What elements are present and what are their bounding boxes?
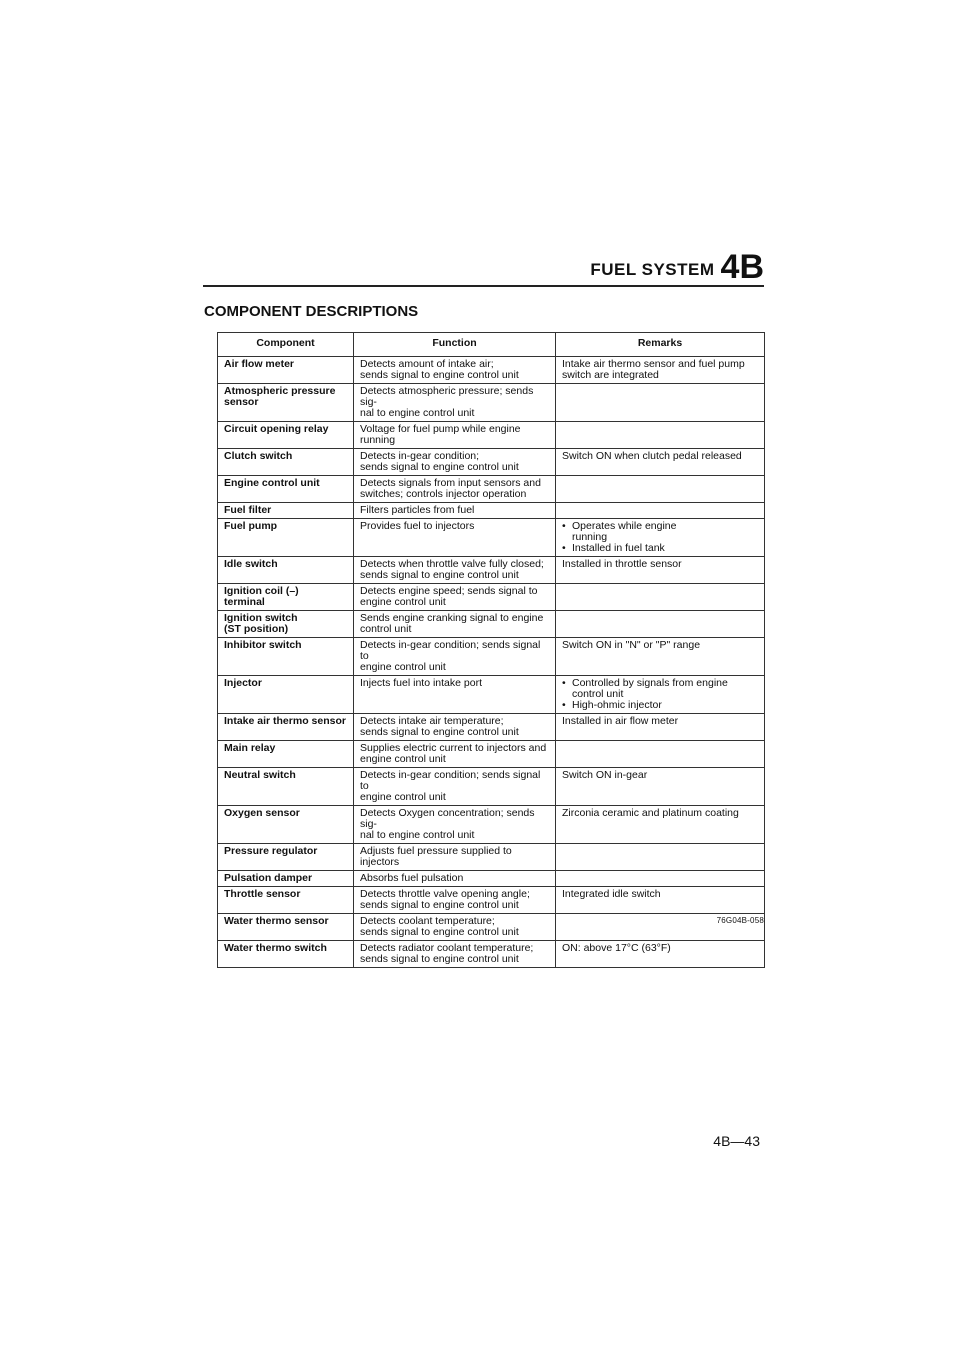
header-text [590, 248, 764, 287]
table-row [218, 741, 765, 768]
remark-text: Installed in throttle sensor [562, 558, 682, 570]
table-row [218, 844, 765, 871]
function-cell: Detects throttle valve opening angle; sends signal to engine control unit [354, 887, 556, 914]
page-number: 4B—43 [713, 1133, 760, 1149]
remark-item: • Operates while engine running [562, 521, 758, 543]
table-row [218, 806, 765, 844]
function-cell: Supplies electric current to injectors and engine control unit [354, 741, 556, 768]
remarks-list [562, 521, 758, 554]
table-row [218, 422, 765, 449]
remark-item: • High-ohmic injector [562, 700, 758, 711]
function-cell: Provides fuel to injectors [354, 519, 556, 557]
table-row [218, 887, 765, 914]
remark-item: • Controlled by signals from engine control unit [562, 678, 758, 700]
section-title: COMPONENT DESCRIPTIONS [204, 303, 419, 320]
table-row [218, 611, 765, 638]
function-cell: Detects signals from input sensors and switches; controls injector operation [354, 476, 556, 503]
component-name-cell: Fuel pump [218, 519, 354, 557]
figure-code: 76G04B-058 [716, 916, 764, 925]
table-row [218, 714, 765, 741]
table-row [218, 584, 765, 611]
remarks-cell [556, 871, 765, 887]
function-cell: Detects in-gear condition; sends signal to engine control unit [354, 638, 556, 676]
function-cell: Detects intake air temperature; sends signal to engine control unit [354, 714, 556, 741]
remark-text: Zirconia ceramic and platinum coating [562, 807, 739, 819]
function-cell: Absorbs fuel pulsation [354, 871, 556, 887]
component-name-cell: Engine control unit [218, 476, 354, 503]
remarks-cell [556, 714, 765, 741]
component-name-cell: Idle switch [218, 557, 354, 584]
header-rule [203, 285, 764, 287]
remarks-cell [556, 806, 765, 844]
remark-text: Switch ON when clutch pedal released [562, 450, 742, 462]
remark-text: Switch ON in "N" or "P" range [562, 639, 701, 651]
remarks-cell [556, 503, 765, 519]
component-name-cell: Ignition switch (ST position) [218, 611, 354, 638]
remarks-cell [556, 357, 765, 384]
function-cell: Filters particles from fuel [354, 503, 556, 519]
component-name-cell: Air flow meter [218, 357, 354, 384]
component-name-cell: Atmospheric pressure sensor [218, 384, 354, 422]
function-cell: Adjusts fuel pressure supplied to injectors [354, 844, 556, 871]
remarks-cell [556, 844, 765, 871]
table-header-row [218, 333, 765, 357]
header-title: FUEL SYSTEM [590, 260, 715, 279]
table-row [218, 871, 765, 887]
function-cell: Detects atmospheric pressure; sends sig- nal to engine control unit [354, 384, 556, 422]
function-cell: Detects when throttle valve fully closed; sends signal to engine control unit [354, 557, 556, 584]
component-name-cell: Ignition coil (–) terminal [218, 584, 354, 611]
remarks-cell [556, 584, 765, 611]
remarks-cell [556, 384, 765, 422]
column-header-function: Function [354, 333, 556, 357]
component-name-cell: Intake air thermo sensor [218, 714, 354, 741]
function-cell: Detects radiator coolant temperature; sends signal to engine control unit [354, 941, 556, 968]
remarks-cell [556, 638, 765, 676]
column-header-remarks: Remarks [556, 333, 765, 357]
page-header [0, 238, 764, 288]
remarks-cell [556, 476, 765, 503]
remark-text: ON: above 17°C (63°F) [562, 942, 671, 954]
function-cell: Detects engine speed; sends signal to engine control unit [354, 584, 556, 611]
remark-text: Installed in air flow meter [562, 715, 679, 727]
remarks-cell [556, 887, 765, 914]
function-cell: Detects in-gear condition; sends signal to engine control unit [354, 768, 556, 806]
component-name-cell: Inhibitor switch [218, 638, 354, 676]
component-name-cell: Clutch switch [218, 449, 354, 476]
remarks-cell [556, 557, 765, 584]
function-cell: Injects fuel into intake port [354, 676, 556, 714]
remarks-list [562, 678, 758, 711]
component-name-cell: Neutral switch [218, 768, 354, 806]
component-name-cell: Fuel filter [218, 503, 354, 519]
function-cell: Detects coolant temperature; sends signal to engine control unit [354, 914, 556, 941]
header-section-code: 4B [720, 248, 764, 286]
function-cell: Detects amount of intake air; sends signal to engine control unit [354, 357, 556, 384]
remarks-cell [556, 941, 765, 968]
table-row [218, 638, 765, 676]
function-cell: Voltage for fuel pump while engine running [354, 422, 556, 449]
remarks-cell [556, 611, 765, 638]
table-row [218, 449, 765, 476]
function-cell: Sends engine cranking signal to engine control unit [354, 611, 556, 638]
table-row [218, 357, 765, 384]
remark-item: • Installed in fuel tank [562, 543, 758, 554]
component-name-cell: Pressure regulator [218, 844, 354, 871]
remarks-cell [556, 422, 765, 449]
component-name-cell: Pulsation damper [218, 871, 354, 887]
component-name-cell: Injector [218, 676, 354, 714]
table-body [218, 357, 765, 968]
table-row [218, 503, 765, 519]
component-name-cell: Throttle sensor [218, 887, 354, 914]
function-cell: Detects in-gear condition; sends signal to engine control unit [354, 449, 556, 476]
function-cell: Detects Oxygen concentration; sends sig- nal to engine control unit [354, 806, 556, 844]
table-row [218, 768, 765, 806]
column-header-component: Component [218, 333, 354, 357]
remarks-cell [556, 449, 765, 476]
component-table [217, 332, 765, 968]
component-name-cell: Water thermo switch [218, 941, 354, 968]
table-row [218, 557, 765, 584]
table-row [218, 519, 765, 557]
component-name-cell: Main relay [218, 741, 354, 768]
component-name-cell: Oxygen sensor [218, 806, 354, 844]
table-row [218, 676, 765, 714]
remarks-cell [556, 519, 765, 557]
remarks-cell [556, 741, 765, 768]
remark-text: Intake air thermo sensor and fuel pump switch are integrated [562, 358, 745, 381]
remark-text: Switch ON in-gear [562, 769, 648, 781]
remark-text: Integrated idle switch [562, 888, 661, 900]
table-row [218, 941, 765, 968]
table-row [218, 914, 765, 941]
remarks-cell [556, 768, 765, 806]
component-name-cell: Circuit opening relay [218, 422, 354, 449]
remarks-cell [556, 676, 765, 714]
table-row [218, 384, 765, 422]
table-row [218, 476, 765, 503]
component-name-cell: Water thermo sensor [218, 914, 354, 941]
